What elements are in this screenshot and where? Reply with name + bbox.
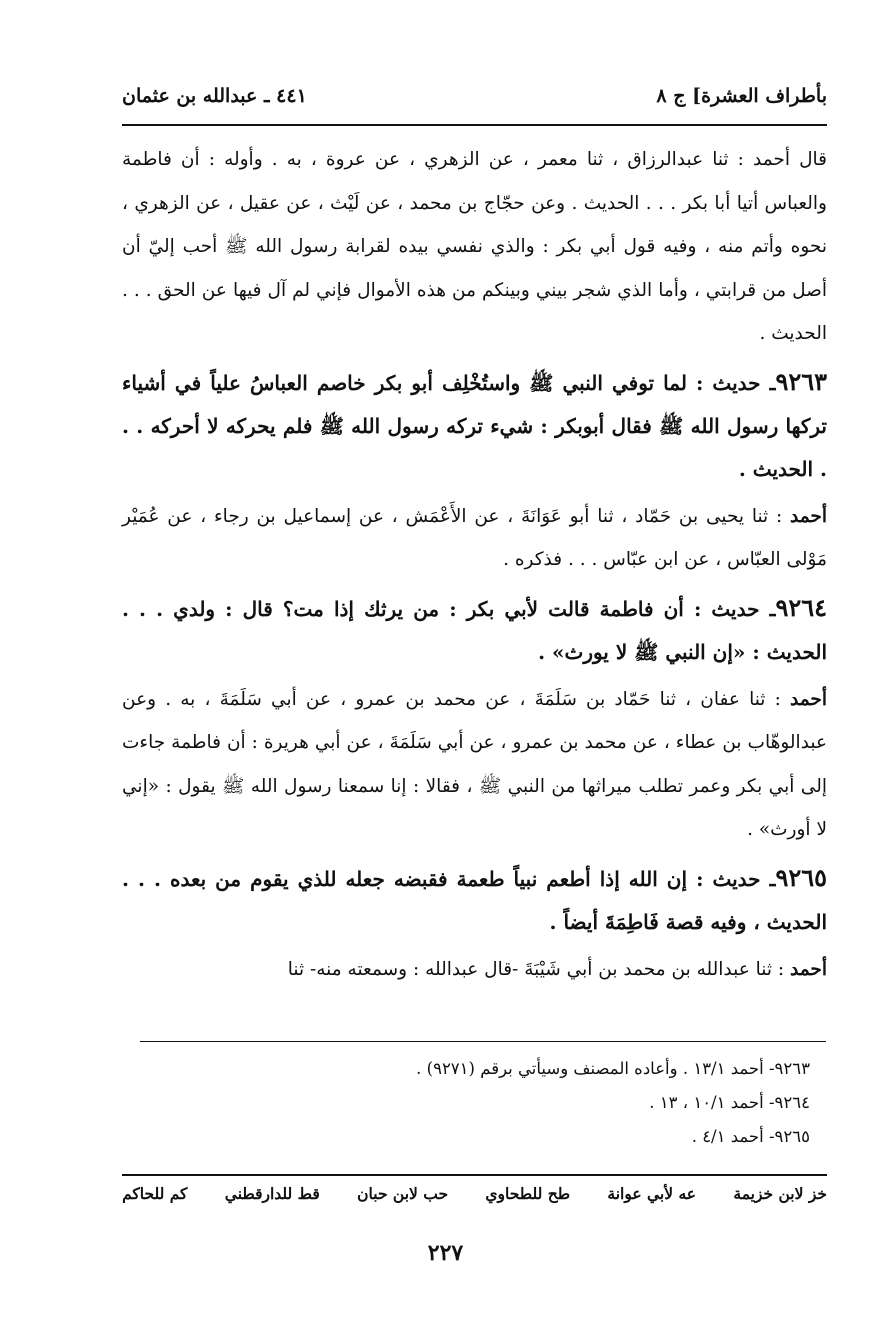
header-rule bbox=[122, 124, 827, 126]
paragraph-isnad-1: قال أحمد : ثنا عبدالرزاق ، ثنا معمر ، عن الزهري ، عن عروة ، به . وأوله : أن فاطمة والعباس أتيا أبا بكر . . . الحديث . وعن حجّاج بن محمد ، عن لَيْث ، عن عقيل ، عن الزهري ، نحوه وأتم منه ، وفيه قول أبي بكر : والذي نفسي بيده لقرابة رسول الله ﷺ أحب إليّ أن أصل من قرابتي ، وأما الذي شجر بيني وبينكم من هذه الأموال فإني لم آل فيها عن الحق . . . الحديث . bbox=[122, 149, 827, 344]
abbrev-item: عه لأبي عوانة bbox=[607, 1184, 697, 1203]
abbreviations-rule bbox=[122, 1174, 827, 1176]
narrator-lead: أحمد bbox=[790, 505, 827, 527]
paragraph-isnad-4: أحمد : ثنا عبدالله بن محمد بن أبي شَيْبَةَ -قال عبدالله : وسمعته منه- ثنا bbox=[287, 958, 827, 980]
abbrev-item: طح للطحاوي bbox=[485, 1184, 571, 1203]
hadith-number: ٩٢٦٥ bbox=[775, 862, 827, 892]
hadith-9265 bbox=[122, 856, 827, 944]
abbrev-item: خز لابن خزيمة bbox=[733, 1184, 827, 1203]
abbrev-item: حب لابن حبان bbox=[357, 1184, 449, 1203]
hadith-text: ـ حديث : أن فاطمة قالت لأبي بكر : من يرثك إذا مت؟ قال : ولدي . . . الحديث : «إن النبي ﷺ لا يورث» . bbox=[122, 596, 827, 664]
header-left: ٤٤١ ـ عبدالله بن عثمان bbox=[122, 85, 307, 107]
hadith-number: ٩٢٦٣ bbox=[775, 366, 827, 396]
paragraph-isnad-3: أحمد : ثنا عفان ، ثنا حَمّاد بن سَلَمَةَ ، عن محمد بن عمرو ، عن أبي سَلَمَةَ ، به . وعن عبدالوهّاب بن عطاء ، عن محمد بن عمرو ، عن أبي سَلَمَةَ ، عن أبي هريرة : أن فاطمة جاءت إلى أبي بكر وعمر تطلب ميراثها من النبي ﷺ ، فقالا : إنا سمعنا رسول الله ﷺ يقول : «إني لا أورث» . bbox=[122, 688, 827, 840]
running-header bbox=[122, 78, 827, 114]
paragraph-isnad-2: أحمد : ثنا يحيى بن حَمّاد ، ثنا أبو عَوَانَةَ ، عن الأَعْمَش ، عن إسماعيل بن رجاء ، عن عُمَيْر مَوْلى العبّاس ، عن ابن عبّاس . . . فذكره . bbox=[122, 505, 827, 570]
main-text bbox=[122, 138, 827, 995]
hadith-text: ـ حديث : لما توفي النبي ﷺ واستُخْلِف أبو بكر خاصم العباسُ علياً في أشياء تركها رسول الله ﷺ فقال أبوبكر : شيء تركه رسول الله ﷺ فلم يحركه لا أحركه . . . الحديث . bbox=[122, 370, 827, 481]
hadith-9264 bbox=[122, 586, 827, 674]
footnotes bbox=[140, 1052, 826, 1154]
hadith-9263 bbox=[122, 360, 827, 491]
footnote-9264: ٩٢٦٤- أحمد ١٠/١ ، ١٣ . bbox=[649, 1093, 810, 1112]
narrator-lead: أحمد bbox=[790, 688, 827, 710]
page-number: ٢٢٧ bbox=[427, 1240, 464, 1266]
hadith-number: ٩٢٦٤ bbox=[775, 592, 827, 622]
abbrev-item: كم للحاكم bbox=[122, 1184, 188, 1203]
hadith-text: ـ حديث : إن الله إذا أطعم نبياً طعمة فقبضه جعله للذي يقوم من بعده . . . الحديث ، وفيه قصة فَاطِمَةَ أيضاً . bbox=[122, 866, 827, 934]
abbreviations-key bbox=[122, 1184, 827, 1203]
header-right: بأطراف العشرة] ج ٨ bbox=[656, 85, 827, 107]
footnote-9265: ٩٢٦٥- أحمد ٤/١ . bbox=[691, 1127, 810, 1146]
abbrev-item: قط للدارقطني bbox=[224, 1184, 320, 1203]
footnote-9263: ٩٢٦٣- أحمد ١٣/١ . وأعاده المصنف وسيأتي برقم (٩٢٧١) . bbox=[416, 1059, 810, 1078]
narrator-lead: أحمد bbox=[790, 958, 827, 980]
footnote-rule bbox=[140, 1041, 826, 1042]
